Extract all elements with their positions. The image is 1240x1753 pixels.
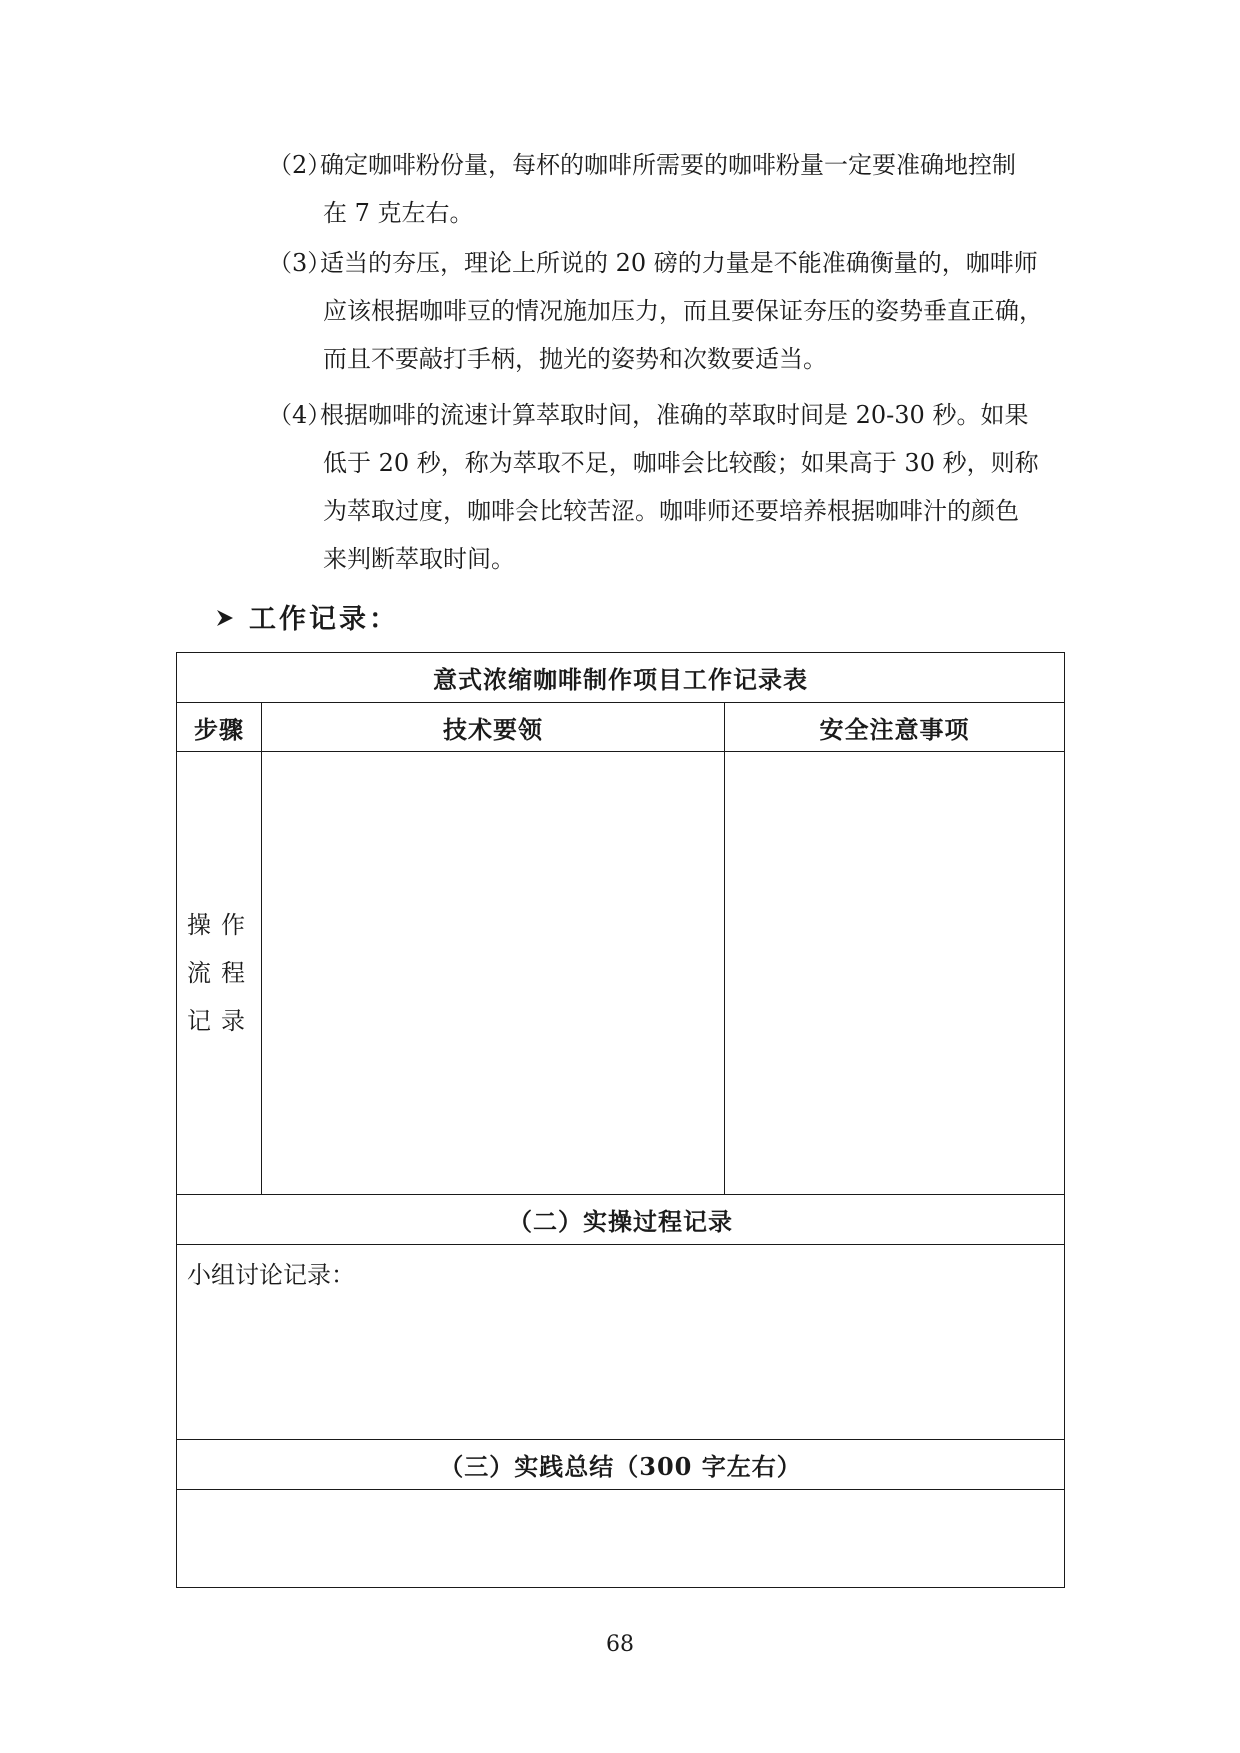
paragraph-number: （4） xyxy=(268,401,332,429)
paragraph-4 xyxy=(268,391,1068,583)
safety-entry-cell[interactable] xyxy=(725,752,1065,1195)
section3-title: （三）实践总结（300 字左右） xyxy=(177,1440,1065,1490)
paragraph-line: 为萃取过度，咖啡会比较苦涩。咖啡师还要培养根据咖啡汁的颜色 xyxy=(323,497,1019,525)
section2-title: （二）实操过程记录 xyxy=(177,1195,1065,1245)
column-header-technique: 技术要领 xyxy=(262,703,725,752)
arrowhead-bullet-icon xyxy=(215,605,235,634)
discussion-label: 小组讨论记录： xyxy=(187,1261,355,1289)
step-label-line: 记录 xyxy=(187,1007,255,1035)
page-number: 68 xyxy=(606,1632,634,1657)
step-label-line: 流程 xyxy=(187,959,255,987)
paragraph-number: （2） xyxy=(268,151,332,179)
paragraph-line: 根据咖啡的流速计算萃取时间，准确的萃取时间是 20-30 秒。如果 xyxy=(320,401,1029,429)
column-header-step: 步骤 xyxy=(177,703,262,752)
work-record-table xyxy=(176,652,1065,1588)
paragraph-3 xyxy=(268,239,1068,383)
paragraph-line: 确定咖啡粉份量，每杯的咖啡所需要的咖啡粉量一定要准确地控制 xyxy=(320,151,1016,179)
discussion-entry-cell[interactable] xyxy=(177,1245,1065,1440)
step-label-line: 操作 xyxy=(187,911,255,939)
step-label-cell xyxy=(177,752,262,1195)
paragraph-line: 而且不要敲打手柄，抛光的姿势和次数要适当。 xyxy=(323,345,827,373)
paragraph-line: 在 7 克左右。 xyxy=(323,199,474,227)
paragraph-number: （3） xyxy=(268,249,332,277)
table-title: 意式浓缩咖啡制作项目工作记录表 xyxy=(177,653,1065,703)
paragraph-line: 低于 20 秒，称为萃取不足，咖啡会比较酸；如果高于 30 秒，则称 xyxy=(323,449,1039,477)
paragraph-line: 适当的夯压，理论上所说的 20 磅的力量是不能准确衡量的，咖啡师 xyxy=(320,249,1038,277)
technique-entry-cell[interactable] xyxy=(262,752,725,1195)
section-heading-text: 工作记录： xyxy=(249,604,399,635)
summary-entry-cell[interactable] xyxy=(177,1490,1065,1588)
paragraph-line: 来判断萃取时间。 xyxy=(323,545,515,573)
paragraph-line: 应该根据咖啡豆的情况施加压力，而且要保证夯压的姿势垂直正确， xyxy=(323,297,1043,325)
section-heading xyxy=(215,597,399,636)
paragraph-2 xyxy=(268,141,1068,237)
column-header-safety: 安全注意事项 xyxy=(725,703,1065,752)
